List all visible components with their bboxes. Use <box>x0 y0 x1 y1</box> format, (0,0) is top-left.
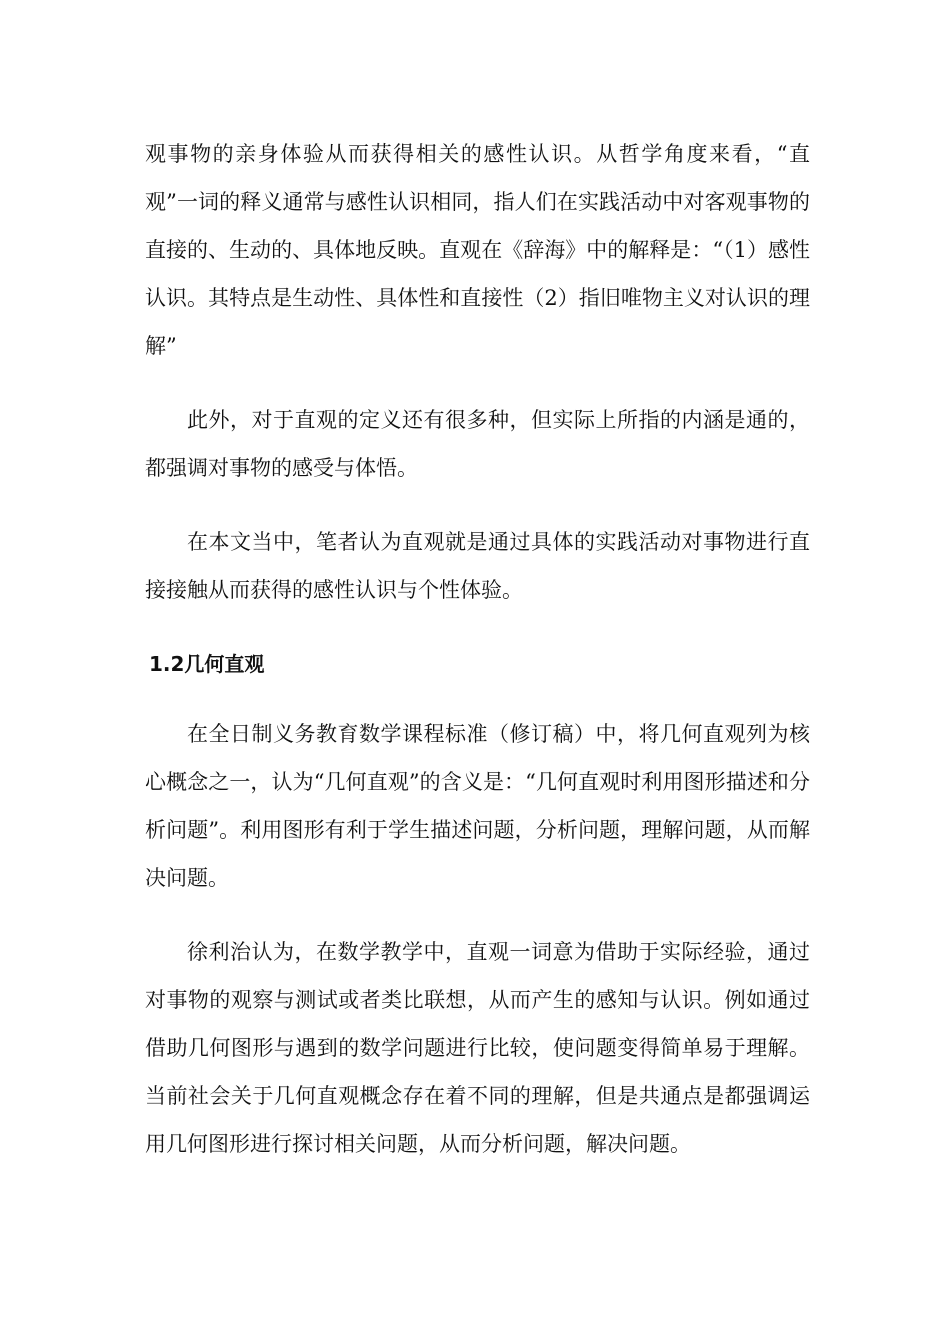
document-body <box>145 130 810 1194</box>
paragraph-xu-lizhi: 徐利治认为，在数学教学中，直观一词意为借助于实际经验，通过对事物的观察与测试或者类比联想，从而产生的感知与认识。例如通过借助几何图形与遇到的数学问题进行比较，使问题变得简单易于理解。当前社会关于几何直观概念存在着不同的理解，但是共通点是都强调运用几何图形进行探讨相关问题，从而分析问题，解决问题。 <box>145 940 810 1156</box>
paragraph-other-definitions: 此外，对于直观的定义还有很多种，但实际上所指的内涵是通的，都强调对事物的感受与体悟。 <box>145 408 810 480</box>
paragraph-author-definition: 在本文当中，笔者认为直观就是通过具体的实践活动对事物进行直接接触从而获得的感性认识与个性体验。 <box>145 530 810 602</box>
paragraph-continuation: 观事物的亲身体验从而获得相关的感性认识。从哲学角度来看，“直观”一词的释义通常与感性认识相同，指人们在实践活动中对客观事物的直接的、生动的、具体地反映。直观在《辞海》中的解释是：“（1）感性认识。其特点是生动性、具体性和直接性（2）指旧唯物主义对认识的理解” <box>145 142 810 358</box>
section-heading: 1.2几何直观 <box>149 652 265 676</box>
paragraph-curriculum-standard: 在全日制义务教育数学课程标准（修订稿）中，将几何直观列为核心概念之一，认为“几何直观”的含义是：“几何直观时利用图形描述和分析问题”。利用图形有利于学生描述问题，分析问题，理解问题，从而解决问题。 <box>145 722 810 890</box>
